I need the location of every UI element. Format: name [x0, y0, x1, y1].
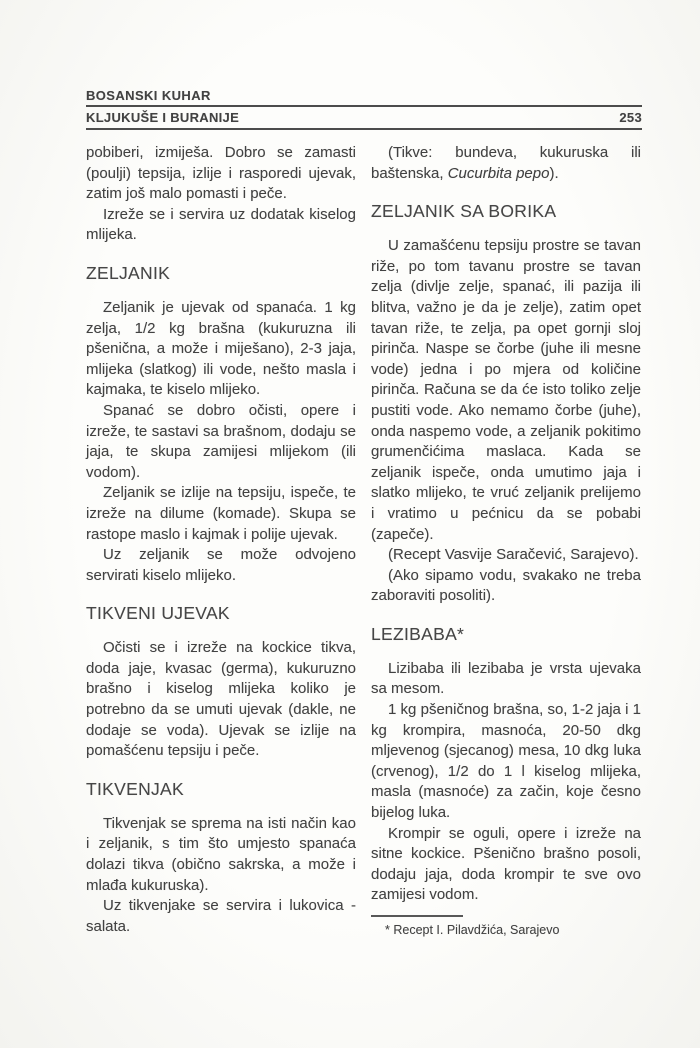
paragraph-zeljanik-ingredients: Zeljanik je ujevak od spanaća. 1 kg zelja, 1/2 kg brašna (kukuruzna ili pšenična, a može i miješano), 2-3 jaja, mlijeka (slatkog) ili vode, nešto masla i kajmaka, te kiselo mlijeko.: [86, 298, 356, 399]
paragraph-lezibaba-ingredients: 1 kg pšeničnog brašna, so, 1-2 jaja i 1 kg krompira, masnoća, 20-50 dkg mljevenog (sjecanog) mesa, 10 dkg luka (crvenog), 1/2 do 1 l kiselog mlijeka, masla (masnoće) za začin, koje česno bijelog luka.: [371, 701, 641, 822]
section-heading-tikvenjak: TIKVENJAK: [86, 778, 185, 799]
paragraph-zeljanik-prep: Spanać se dobro očisti, opere i izreže, te sastavi sa brašnom, dodaju se jaja, te skupa zamijesi mlijekom (ili vodom).: [86, 401, 356, 481]
section-heading-lezibaba: LEZIBABA*: [371, 623, 465, 644]
right-column: [371, 143, 641, 938]
paragraph-lezibaba-intro: Lizibaba ili lezibaba je vrsta ujevaka sa mesom.: [371, 659, 641, 698]
section-heading-tikveni-ujevak: TIKVENI UJEVAK: [86, 603, 230, 624]
chapter-title: KLJUKUŠE I BURANIJE: [86, 110, 240, 125]
paragraph-borika-prep: U zamašćenu tepsiju prostre se tavan riže, po tom tavanu prostre se tavan zelja (divlje zelje, spanać, ili pazija ili blitva, važno je da je zelje), zatim opet tavan riže, te zelja, pa opet gornji sloj pirinča. Naspe se čorbe (juhe ili mesne vode) jedna i po mjera od količine pirinča. Računa se da će isto toliko zelje pustiti vode. Ako nemamo čorbe (juhe), onda naspemo vode, a zeljanik pokitimo grumenčićima maslaca. Kada se zeljanik ispeče, onda umutimo jaja i slatko mlijeko, te vruć zeljanik prelijemo i vratimo u pećnicu da se pobabi (zapeče).: [371, 237, 641, 543]
running-header: [86, 88, 642, 130]
paragraph-tikveni-ujevak: Očisti se i izreže na kockice tikva, doda jaje, kvasac (germa), kukuruzno brašno i kiselog mlijeka koliko je potrebno da se umuti ujevak (dakle, ne dodaje se voda). Ujevak se izlije na pomašćenu tepsiju i peče.: [86, 639, 356, 760]
paragraph-lezibaba-prep: Krompir se oguli, opere i izreže na sitne kockice. Pšenično brašno posoli, dodaju jaja, doda krompir te sve ovo zamijesi vodom.: [371, 824, 641, 904]
footnote-rule: [371, 915, 463, 917]
footnote-text: * Recept I. Pilavdžića, Sarajevo: [385, 923, 560, 937]
section-heading-zeljanik: ZELJANIK: [86, 262, 171, 283]
paragraph-borika-note: (Ako sipamo vodu, svakako ne treba zaboraviti posoliti).: [371, 566, 641, 605]
paragraph-borika-credit: (Recept Vasvije Saračević, Sarajevo).: [388, 546, 639, 564]
latin-species-name: Cucurbita pepo: [447, 164, 550, 182]
footnote-block: [371, 915, 641, 938]
tikve-note-suffix: ).: [549, 164, 559, 182]
book-title: BOSANSKI KUHAR: [86, 88, 642, 107]
paragraph-tikvenjak-serve: Uz tikvenjake se servira i lukovica - salata.: [86, 897, 356, 935]
text-columns: [86, 143, 642, 938]
section-heading-zeljanik-sa-borika: ZELJANIK SA BORIKA: [371, 201, 557, 222]
left-column: [86, 143, 356, 938]
paragraph-serving: Izreže se i servira uz dodatak kiselog mlijeka.: [86, 205, 356, 244]
paragraph-tikvenjak-prep: Tikvenjak se sprema na isti način kao i zeljanik, s tim što umjesto spanaća dolazi tikva (obično sakrska, a može i mlađa kukuruska).: [86, 814, 356, 894]
paragraph-continuation: pobiberi, izmiješa. Dobro se zamasti (poulji) tepsija, izlije i rasporedi ujevak, zatim još malo pomasti i peče.: [86, 144, 356, 203]
paragraph-zeljanik-bake: Zeljanik se izlije na tepsiju, ispeče, te izreže na dilume (komade). Skupa se rastope maslo i kajmak i polije ujevak.: [86, 484, 356, 543]
chapter-row: [86, 107, 642, 130]
tikve-note-prefix: (Tikve: bundeva, kukuruska ili baštenska,: [371, 144, 641, 182]
paragraph-zeljanik-serve: Uz zeljanik se može odvojeno servirati kiselo mlijeko.: [86, 546, 356, 584]
page-number: 253: [619, 110, 642, 125]
paragraph-tikve-note: [371, 143, 641, 184]
